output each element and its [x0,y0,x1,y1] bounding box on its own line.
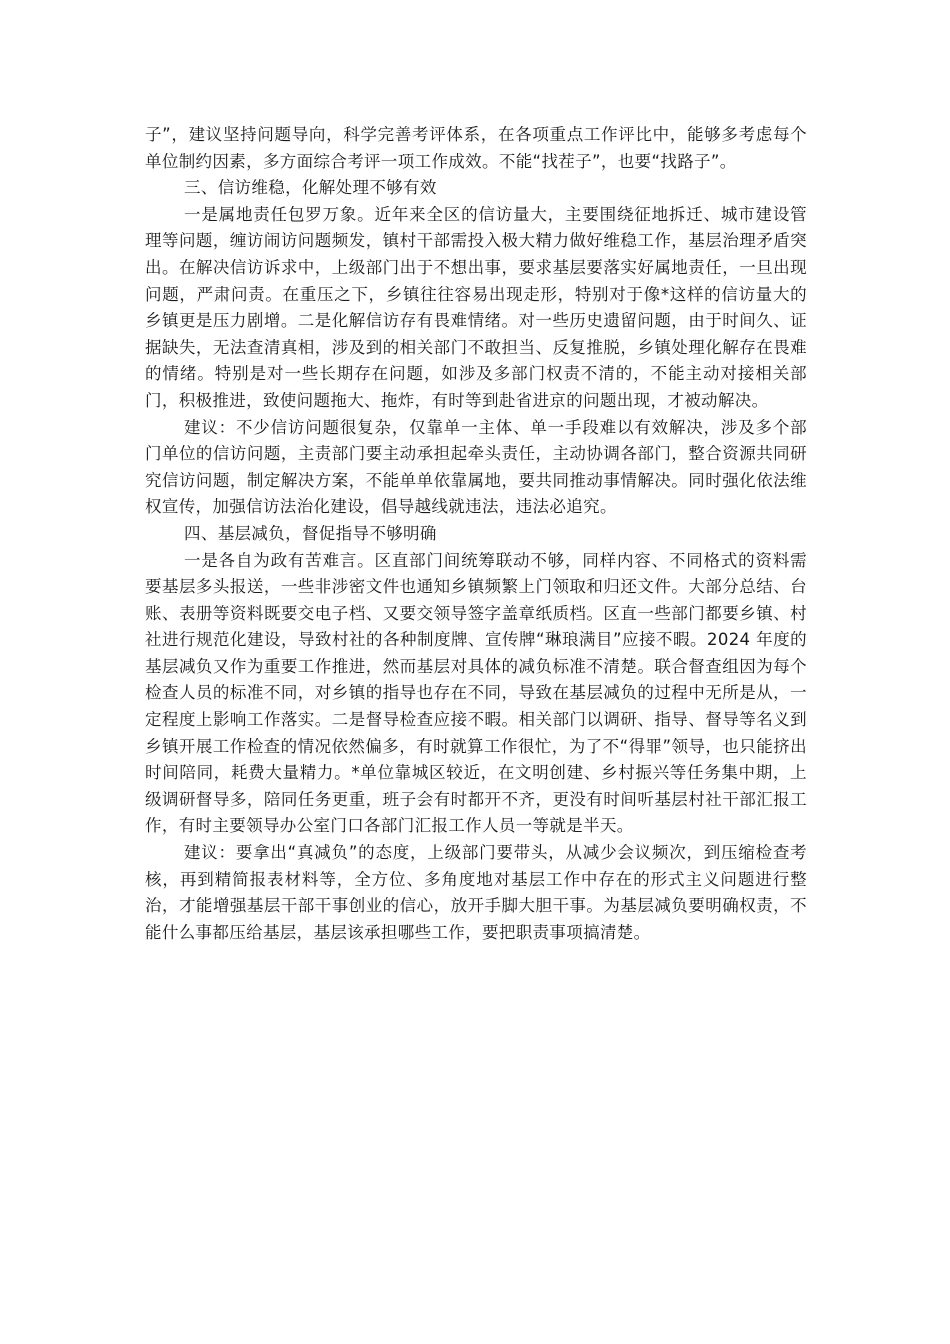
paragraph-petition-suggestion: 建议：不少信访问题很复杂，仅靠单一主体、单一手段难以有效解决，涉及多个部门单位的信访问题，主责部门要主动承担起牵头责任，主动协调各部门，整合资源共同研究信访问题，制定解决方案，不能单单依靠属地，要共同推动事情解决。同时强化依法维权宣传，加强信访法治化建设，倡导越线就违法，违法必追究。 [145,417,807,517]
section-heading-4: 四、基层减负，督促指导不够明确 [184,523,437,543]
section-heading-3: 三、信访维稳，化解处理不够有效 [184,178,437,198]
paragraph-petition-issues: 一是属地责任包罗万象。近年来全区的信访量大，主要围绕征地拆迁、城市建设管理等问题，缠访闹访问题频发，镇村干部需投入极大精力做好维稳工作，基层治理矛盾突出。在解决信访诉求中，上级部门出于不想出事，要求基层要落实好属地责任，一旦出现问题，严肃问责。在重压之下，乡镇往往容易出现走形，特别对于像*这样的信访量大的乡镇更是压力剧增。二是化解信访存有畏难情绪。对一些历史遗留问题，由于时间久、证据缺失，无法查清真相，涉及到的相关部门不敢担当、反复推脱，乡镇处理化解存在畏难的情绪。特别是对一些长期存在问题，如涉及多部门权责不清的，不能主动对接相关部门，积极推进，致使问题拖大、拖炸，有时等到赴省进京的问题出现，才被动解决。 [145,204,807,410]
paragraph-burden-suggestion: 建议：要拿出“真减负”的态度，上级部门要带头，从减少会议频次，到压缩检查考核，再到精简报表材料等，全方位、多角度地对基层工作中存在的形式主义问题进行整治，才能增强基层干部干事创业的信心，放开手脚大胆干事。为基层减负要明确权责，不能什么事都压给基层，基层该承担哪些工作，要把职责事项搞清楚。 [145,843,807,942]
document-body [145,122,807,946]
paragraph-burden-issues: 一是各自为政有苦难言。区直部门间统筹联动不够，同样内容、不同格式的资料需要基层多头报送，一些非涉密文件也通知乡镇频繁上门领取和归还文件。大部分总结、台账、表册等资料既要交电子档、又要交领导签字盖章纸质档。区直一些部门都要乡镇、村社进行规范化建设，导致村社的各种制度牌、宣传牌“琳琅满目”应接不暇。2024 年度的基层减负又作为重要工作推进，然而基层对具体的减负标准不清楚。联合督查组因为每个检查人员的标准不同，对乡镇的指导也存在不同，导致在基层减负的过程中无所是从，一定程度上影响工作落实。二是督导检查应接不暇。相关部门以调研、指导、督导等名义到乡镇开展工作检查的情况依然偏多，有时就算工作很忙，为了不“得罪”领导，也只能挤出时间陪同，耗费大量精力。*单位靠城区较近，在文明创建、乡村振兴等任务集中期，上级调研督导多，陪同任务更重，班子会有时都开不齐，更没有时间听基层村社干部汇报工作，有时主要领导办公室门口各部门汇报工作人员一等就是半天。 [145,550,807,836]
paragraph-continuation: 子”，建议坚持问题导向，科学完善考评体系，在各项重点工作评比中，能够多考虑每个单位制约因素，多方面综合考评一项工作成效。不能“找茬子”，也要“找路子”。 [145,125,807,171]
